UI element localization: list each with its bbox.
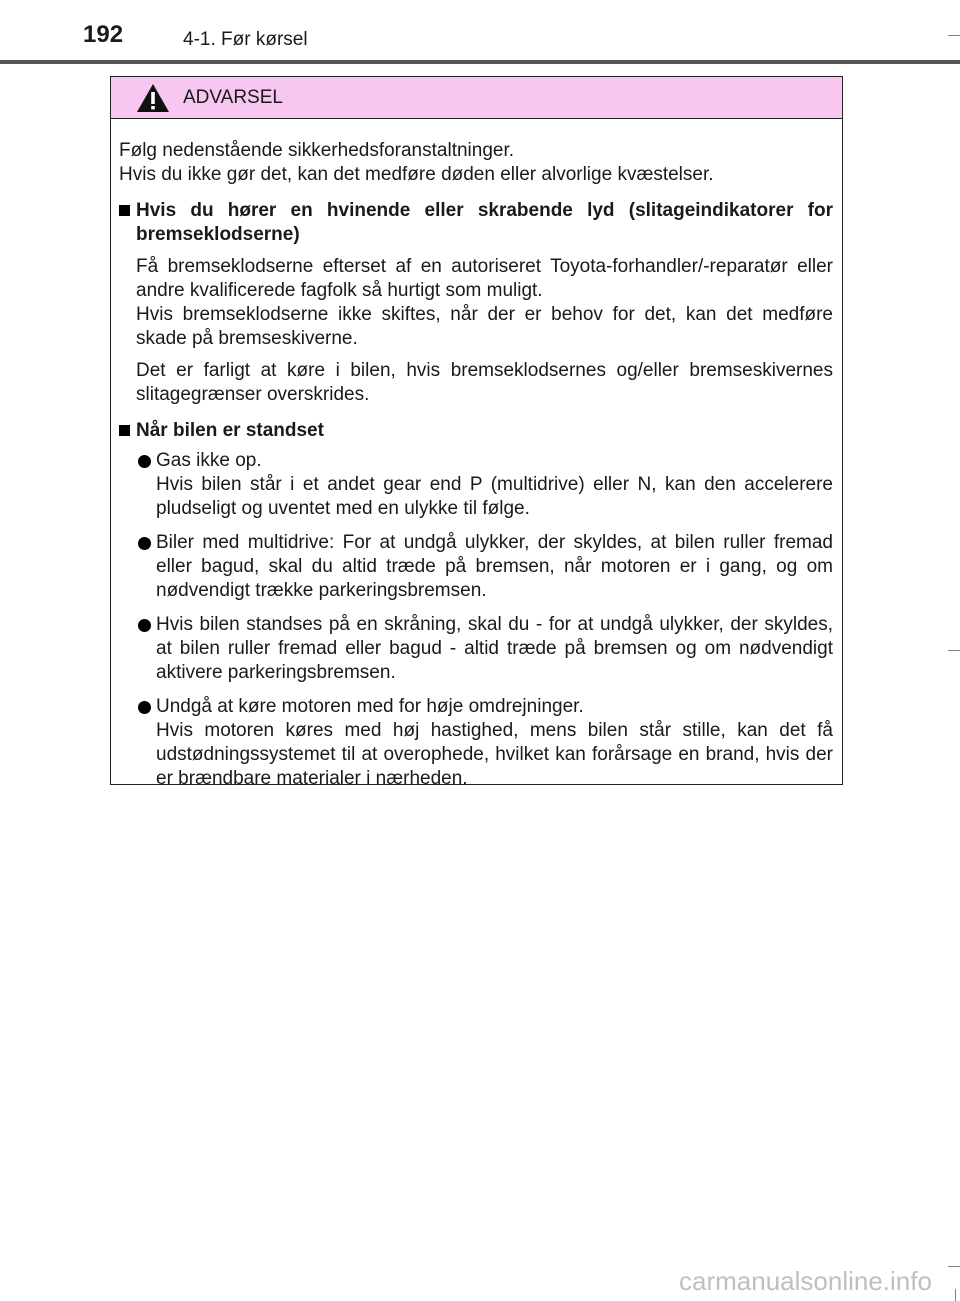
page-number: 192 (83, 21, 124, 48)
section-title: 4-1. Før kørsel (183, 29, 308, 50)
circle-bullet-icon (138, 537, 151, 550)
circle-bullet-icon (138, 619, 151, 632)
warning-header (111, 77, 842, 119)
section-heading-text: Når bilen er standset (136, 420, 324, 441)
crop-mark (948, 35, 960, 36)
circle-bullet-icon (138, 455, 151, 468)
square-bullet-icon (119, 425, 130, 436)
warning-triangle-icon (136, 83, 170, 113)
intro-line: Hvis du ikke gør det, kan det medføre døden eller alvorlige kvæstelser. (119, 164, 714, 185)
paragraph (119, 255, 833, 351)
crop-mark (955, 1289, 956, 1301)
watermark: carmanualsonline.info (679, 1266, 932, 1296)
list-item-line: Hvis bilen står i et andet gear end P (multidrive) eller N, kan den accelerere pludseligt og uventet med en ulykke til følge. (156, 474, 833, 519)
header-rule (0, 60, 960, 64)
list-item-line: Gas ikke op. (156, 450, 262, 471)
list-item (119, 531, 833, 603)
crop-mark (948, 650, 960, 651)
section-heading-text: Hvis du hører en hvinende eller skrabende lyd (slitageindikatorer for bremseklodserne) (136, 200, 833, 245)
list-item-line: Biler med multidrive: For at undgå ulykker, der skyldes, at bilen ruller fremad eller bagud, skal du altid træde på bremsen, når motoren er i gang, og om nødvendigt trække parkeringsbremsen. (156, 532, 833, 601)
crop-mark (948, 1266, 960, 1267)
section-heading (119, 199, 833, 247)
list-item (119, 613, 833, 685)
intro-line: Følg nedenstående sikkerhedsforanstaltninger. (119, 140, 515, 161)
list-item-line: Hvis motoren køres med høj hastighed, mens bilen står stille, kan det få udstødningssystemet til at overophede, hvilket kan forårsage en brand, hvis der er brændbare materialer i nærheden. (156, 720, 833, 789)
list-item-line: Undgå at køre motoren med for høje omdrejninger. (156, 696, 584, 717)
warning-title: ADVARSEL (183, 86, 283, 108)
paragraph-line: Få bremseklodserne efterset af en autoriseret Toyota-forhandler/-reparatør eller andre kvalificerede fagfolk så hurtigt som muligt. (136, 256, 833, 301)
list-item (119, 449, 833, 521)
warning-body (111, 119, 842, 791)
circle-bullet-icon (138, 701, 151, 714)
square-bullet-icon (119, 205, 130, 216)
list-item (119, 695, 833, 791)
paragraph-line: Det er farligt at køre i bilen, hvis bremseklodsernes og/eller bremseskivernes slitagegrænser overskrides. (136, 360, 833, 405)
paragraph (119, 359, 833, 407)
warning-box (110, 76, 843, 789)
list-item-line: Hvis bilen standses på en skråning, skal du - for at undgå ulykker, der skyldes, at bilen ruller fremad eller bagud - altid træde på bremsen og om nødvendigt aktivere parkeringsbremsen. (156, 614, 833, 683)
warning-intro (119, 139, 833, 187)
section-heading (119, 419, 833, 443)
paragraph-line: Hvis bremseklodserne ikke skiftes, når der er behov for det, kan det medføre skade på bremseskiverne. (136, 304, 833, 349)
